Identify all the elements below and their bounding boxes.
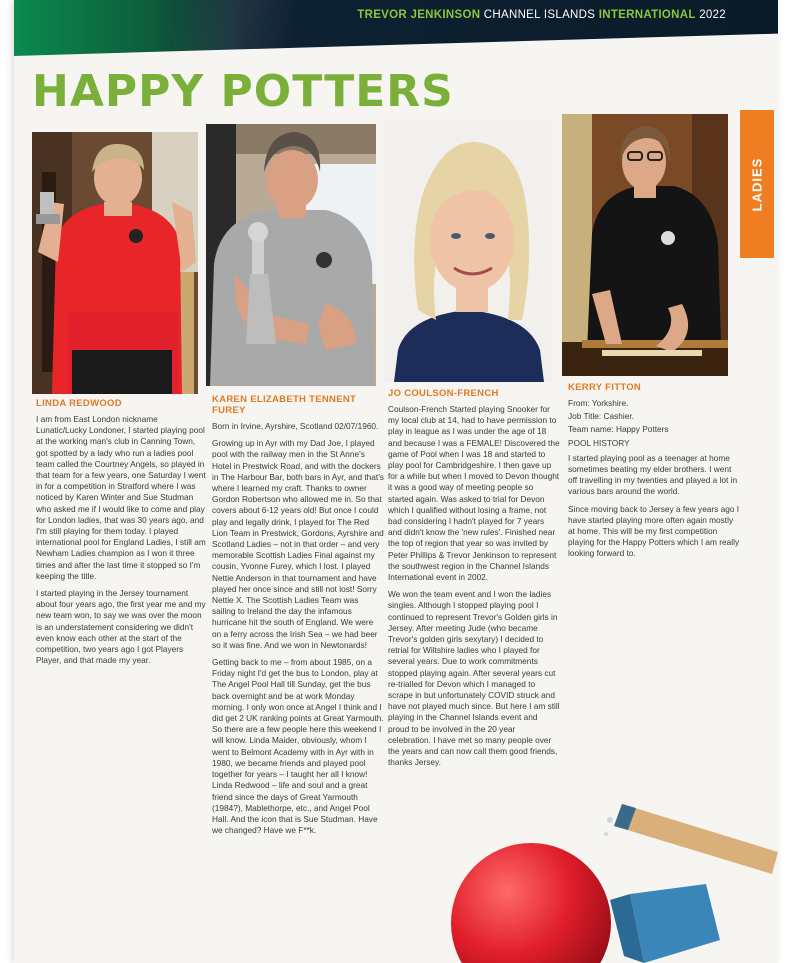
profile-paragraph: Team name: Happy Potters [568,424,669,435]
page-title: HAPPY POTTERS [32,66,454,117]
red-pool-ball-icon [446,838,616,963]
profile-linda-redwood [36,398,208,672]
header-part-1: TREVOR JENKINSON [357,9,481,21]
profile-paragraph: We won the team event and I won the ladies singles. Although I stopped playing pool I continued to represent Trevor's Golden girls in Jersey. After meeting Jude (who became Trevor's golden girls sexytary) I decided to retrial for Wiltshire ladies who I played for several years. Due to work commitments stopped playing again. After several years cut re-trialled for Devon which I managed to scrape in but unfortunately COVID struck and have not played much since. But here I am still playing in the Channel Islands event and proud to be involved in the 20 year celebration. I have met so many people over the years and can now call them good friends, thanks Jersey. [388,589,560,768]
photo-linda-redwood [32,132,198,394]
profile-paragraph: I started playing pool as a teenager at home sometimes beating my elder brothers. I went off travelling in my twenties and played a lot in various bars around the world. [568,452,738,497]
header-part-3: INTERNATIONAL [598,9,696,21]
profile-name: LINDA REDWOOD [36,398,122,409]
header-part-4: 2022 [699,9,726,21]
header-part-2: CHANNEL ISLANDS [483,9,596,21]
profile-subheading: POOL HISTORY [568,437,630,448]
photo-karen-furey [206,124,376,386]
profile-jo-coulson-french [388,388,560,775]
header-title [357,9,726,21]
profile-paragraph: I started playing in the Jersey tournament about four years ago, the first year me and my new team won, to say we was over the moon is an understatement considering we didn't even know each other at the start of the competition, two years ago I got Players Player, and that made my year. [36,588,206,666]
profile-paragraph: Getting back to me – from about 1985, on a Friday night I'd get the bus to London, play at The Angel Pool Hall till Sunday, get the bus back overnight and be at work Monday morning. I only won once at Angel I think and I did get 2 UK ranking points at Great Yarmouth. So there are a few people here this weekend I will know. Linda Maider, obviously, whom I went to Belmont Academy with in Ayr with in 1980, we became friends and played pool together for years – I taught her all I know! Linda Redwood – life and soul and a great friend since the days of Great Yarmouth (1984?), Mablethorpe, etc., and Angel Pool Hall. And the icon that is Sue Studman. Have we changed? Have we F**k. [212,657,384,836]
profile-karen-furey [212,394,384,842]
photo-jo-coulson-french [384,120,552,382]
profile-paragraph: Growing up in Ayr with my Dad Joe, I played pool with the railway men in the St Anne's Hotel in Prestwick Road, and with the dockers in The Harbour Bar, both bars in Ayr, and that's where I learned my craft. Thanks to owner Gordon Robertson who allowed me in. So that covers about 6-12 years old! But once I could play and legally drink, I played for The Red Lion Team in Prestwick, Gordons, Ayrshire and Scotland Ladies – not in that order – and very memorable Scottish Ladies Final against my cousin, Yvonne Furey, which I lost. I played Nettie Anderson in that tournament and have played her once since and still not lost! Sorry Nettie X. The Scottish Ladies Team was sailing to Ireland the day the infamous hurricane hit the south of England. We were on a ferry across the Irish Sea – we had beer so it was fine. And we won in Newtonards! [212,438,384,650]
pool-cue-icon [602,790,778,887]
profile-kerry-fitton [568,382,740,566]
section-tab [740,110,774,258]
photo-kerry-fitton [562,114,728,376]
profile-name: KAREN ELIZABETH TENNENT FUREY [212,394,357,416]
profile-paragraph: Since moving back to Jersey a few years ago I have started playing more often again mostly at home. This will be my first competition playing for the Happy Potters which I am really looking forward to. [568,503,740,559]
magazine-page [14,0,778,963]
chalk-cube-icon [610,884,720,963]
profile-paragraph: From: Yorkshire. [568,398,629,408]
profile-paragraph: Born in Irvine, Ayrshire, Scotland 02/07/1960. [212,421,379,431]
section-tab-label: LADIES [749,157,765,211]
profile-paragraph: Coulson-French Started playing Snooker for my local club at 14, had to have permission to play in league as I was under the age of 18 and because I was a FEMALE! Discovered the game of Pool when I was 18 and started to play pool for Cambridgeshire. I then gave up for a while but when I moved to Devon thought it was a good way of meeting people so started again. Was asked to trial for Devon which I qualified without losing a frame, not bad considering I hadn't played for 7 years and didn't know the 'new rules'. Finished near the top of region that year so was invited by Peter Phillips & Trevor Jenkinson to represent the southwest region in the Channel Islands International event in 2002. [388,404,560,583]
profile-name: KERRY FITTON [568,382,642,393]
profile-paragraph: Job Title: Cashier. [568,411,634,422]
profile-name: JO COULSON-FRENCH [388,388,499,399]
profile-paragraph: I am from East London nickname Lunatic/Lucky Londoner, I started playing pool at the working man's club in Canning Town, got spotted by a lady who run a ladies pool team called the Courtney Angels, so played in that team for a few years, one Saturday I went in for a competition in Stratford where I was noticed by Karen Winter and Sue Studman who asked me if I would like to come and play for London ladies, that was 30 years ago, and I'm still playing for them today. I played international pool for England Ladies, I still am Newham Ladies champion as I won it three times and after the last time it stopped so I'm keeping the title. [36,414,206,581]
